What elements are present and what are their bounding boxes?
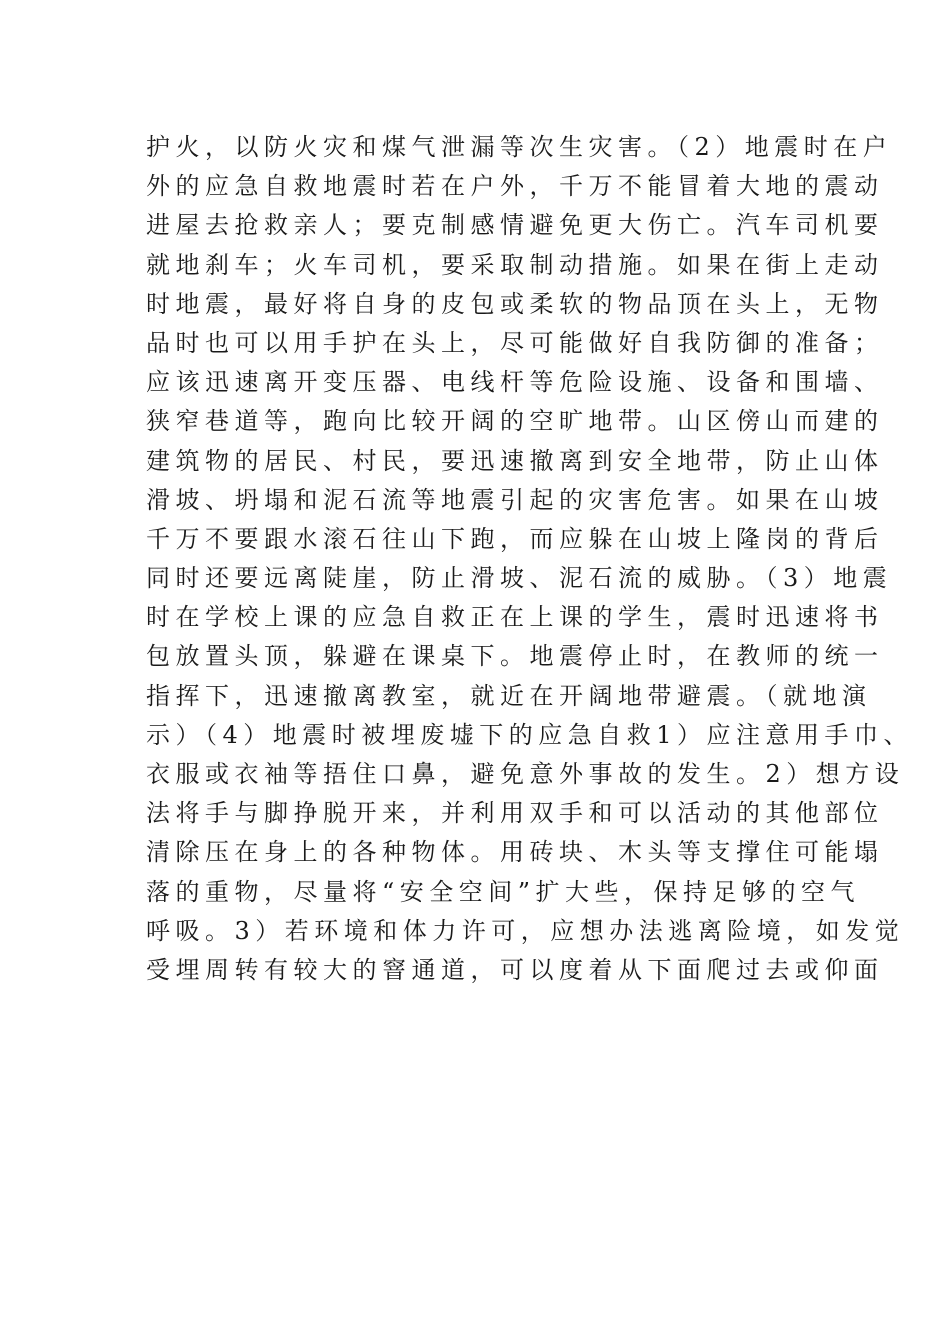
text-line-6: 品时也可以用手护在头上，尽可能做好自我防御的准备； [146,328,884,357]
text-line-17: 衣服或衣袖等捂住口鼻，避免意外事故的发生。2）想方设 [146,760,905,788]
text-line-9: 建筑物的居民、村民，要迅速撤离到安全地带，防止山体 [146,446,884,475]
text-line-15: 指挥下，迅速撤离教室，就近在开阔地带避震。（就地演 [146,681,872,710]
body-text [146,128,914,990]
text-line-10: 滑坡、坍塌和泥石流等地震引起的灾害危害。如果在山坡 [146,485,884,514]
text-line-1: 护火，以防火灾和煤气泄漏等次生灾害。（2）地震时在户 [146,133,893,161]
text-line-19: 清除压在身上的各种物体。用砖块、木头等支撑住可能塌 [146,838,884,867]
text-line-21: 呼吸。3）若环境和体力许可，应想办法逃离险境，如发觉 [146,916,905,945]
text-line-13: 时在学校上课的应急自救正在上课的学生，震时迅速将书 [146,603,884,632]
text-line-11: 千万不要跟水滚石往山下跑，而应躲在山坡上隆岗的背后 [146,524,884,553]
text-line-7: 应该迅速离开变压器、电线杆等危险设施、设备和围墙、 [146,368,884,397]
text-line-20: 落的重物，尽量将“安全空间”扩大些，保持足够的空气 [146,877,861,906]
text-line-12: 同时还要远离陡崖，防止滑坡、泥石流的威胁。（3）地震 [146,564,893,593]
text-line-18: 法将手与脚挣脱开来，并利用双手和可以活动的其他部位 [146,799,884,828]
text-line-16: 示）（4）地震时被埋废墟下的应急自救1）应注意用手巾、 [146,720,914,749]
text-line-5: 时地震，最好将自身的皮包或柔软的物品顶在头上，无物 [146,289,884,318]
text-line-22: 受埋周转有较大的窨通道，可以度着从下面爬过去或仰面 [146,955,884,984]
text-line-2: 外的应急自救地震时若在户外，千万不能冒着大地的震动 [146,172,884,201]
text-line-14: 包放置头顶，躲避在课桌下。地震停止时，在教师的统一 [146,642,884,671]
text-line-3: 进屋去抢救亲人；要克制感情避免更大伤亡。汽车司机要 [146,211,884,240]
text-line-8: 狭窄巷道等，跑向比较开阔的空旷地带。山区傍山而建的 [146,407,884,436]
text-line-4: 就地刹车；火车司机，要采取制动措施。如果在街上走动 [146,250,884,279]
